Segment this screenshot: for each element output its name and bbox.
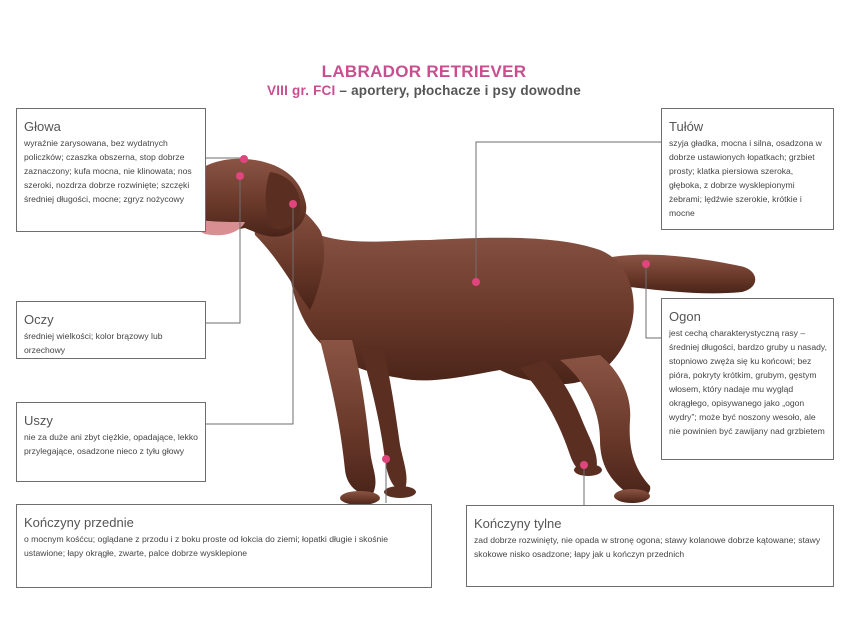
section-tulow (661, 108, 834, 230)
section-title: Oczy (24, 312, 54, 327)
section-konczyny-przednie (16, 504, 432, 588)
section-glowa (16, 108, 206, 232)
section-title: Kończyny tylne (474, 516, 562, 531)
section-title: Kończyny przednie (24, 515, 134, 530)
section-uszy (16, 402, 206, 482)
section-title: Ogon (669, 309, 701, 324)
marker-glowa (240, 155, 248, 163)
section-text: szyja gładka, mocna i silna, osadzona w dobrze ustawionych łopatkach; grzbiet prosty; klatka piersiowa szeroka, głęboka, z dobrze wysklepionymi żebrami; lędźwie szerokie, krótkie i mocne (669, 138, 822, 218)
page-title: LABRADOR RETRIEVER (321, 62, 527, 81)
marker-tulow (472, 278, 480, 286)
marker-konczyny-tylne (580, 461, 588, 469)
section-text: o mocnym kośćcu; oglądane z przodu i z boku proste od łokcia do ziemi; łopatki długie i skośnie ustawione; łapy okrągłe, zwarte, palce dobrze wysklepione (24, 534, 388, 558)
fci-group-label: VIII gr. FCI (267, 83, 336, 98)
section-title: Tułów (669, 119, 704, 134)
section-text: wyraźnie zarysowana, bez wydatnych policzków; czaszka obszerna, stop dobrze zaznaczony; kufa mocna, nie klinowata; nos szeroki, nozdrza dobrze rozwinięte; szczęki średniej długości, mocne; zgryz nożycowy (24, 138, 192, 204)
section-konczyny-tylne (466, 505, 834, 587)
section-text: nie za duże ani zbyt ciężkie, opadające, lekko przylegające, osadzone nieco z tyłu głowy (24, 432, 198, 456)
section-text: zad dobrze rozwinięty, nie opada w stronę ogona; stawy kolanowe dobrze kątowane; stawy skokowe nisko osadzone; łapy jak u kończyn przednich (474, 535, 821, 559)
breed-group-label: – aportery, płochacze i psy dowodne (335, 83, 581, 98)
marker-oczy (236, 172, 244, 180)
section-title: Głowa (24, 119, 61, 134)
marker-ogon (642, 260, 650, 268)
marker-uszy (289, 200, 297, 208)
section-title: Uszy (24, 413, 53, 428)
section-text: jest cechą charakterystyczną rasy – średniej długości, bardzo gruby u nasady, stopniowo zwęża się ku końcowi; bez pióra, pokryty krótkim, grubym, gęstym włosem, który nadaje mu wygląd okrągłego, opisywanego jako „ogon wydry”; może być noszony wesoło, ale nie powinien być zawijany nad grzbietem (669, 328, 827, 436)
section-ogon (661, 298, 834, 460)
section-text: średniej wielkości; kolor brązowy lub orzechowy (24, 331, 163, 355)
section-oczy (16, 301, 206, 359)
marker-konczyny-przednie (382, 455, 390, 463)
